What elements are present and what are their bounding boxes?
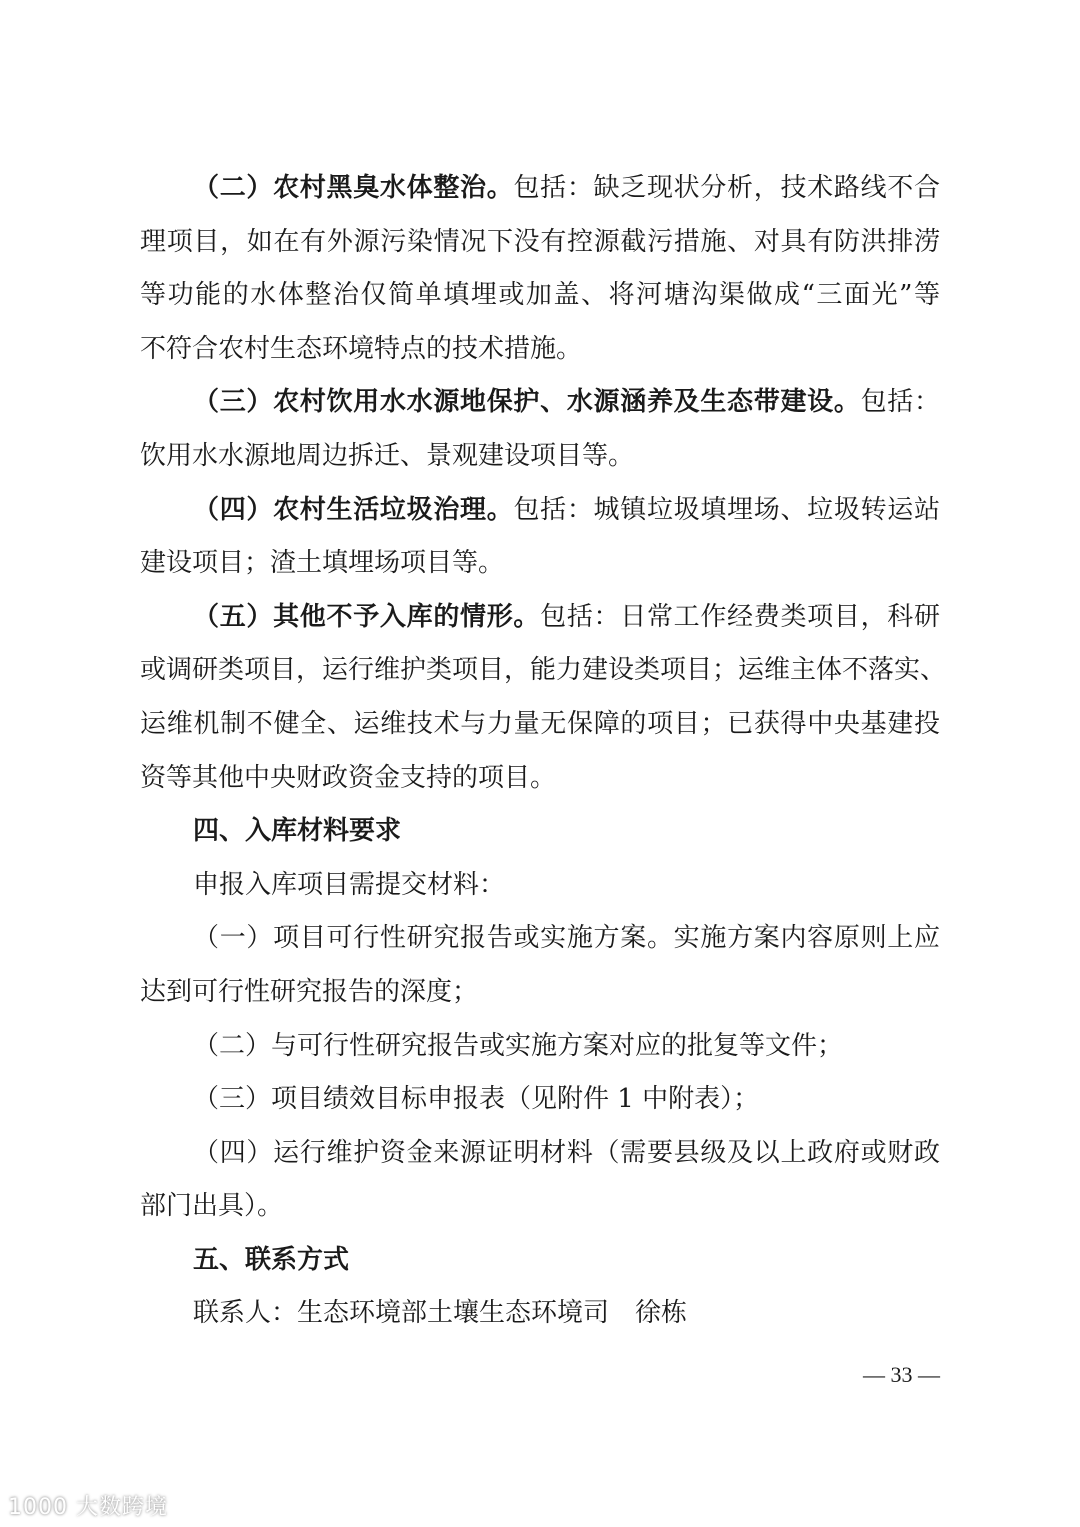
text-line bbox=[140, 756, 940, 810]
line-text: 不符合农村生态环境特点的技术措施。 bbox=[140, 333, 583, 364]
page-number: — 33 — bbox=[863, 1362, 940, 1387]
bold-heading: （二）农村黑臭水体整治。 bbox=[193, 173, 514, 203]
document-body bbox=[140, 166, 947, 1345]
line-text: 或调研类项目，运行维护类项目，能力建设类项目；运维主体不落实、 bbox=[140, 655, 947, 686]
text-line bbox=[140, 327, 940, 381]
text-line bbox=[140, 380, 940, 434]
text-line bbox=[140, 595, 940, 649]
line-text: （二）与可行性研究报告或实施方案对应的批复等文件； bbox=[193, 1030, 844, 1061]
line-text: 部门出具）。 bbox=[140, 1191, 284, 1222]
text-line bbox=[140, 220, 940, 274]
text-line bbox=[140, 1131, 940, 1185]
line-text: 包括：日常工作经费类项目，科研 bbox=[540, 601, 940, 632]
text-line bbox=[140, 1291, 940, 1345]
text-line bbox=[140, 1238, 940, 1292]
bold-heading: （四）农村生活垃圾治理。 bbox=[193, 494, 514, 525]
line-text: （三）项目绩效目标申报表（见附件 1 中附表）； bbox=[193, 1084, 760, 1115]
line-text: 建设项目；渣土填埋场项目等。 bbox=[140, 548, 505, 579]
line-text: 等功能的水体整治仅简单填埋或加盖、将河塘沟渠做成“三面光”等 bbox=[140, 280, 940, 311]
text-line bbox=[140, 863, 940, 917]
text-line bbox=[140, 648, 947, 702]
line-text: （四）运行维护资金来源证明材料（需要县级及以上政府或财政 bbox=[193, 1137, 940, 1168]
line-text: 包括： bbox=[860, 387, 940, 418]
text-line bbox=[140, 702, 940, 756]
line-text: 包括：城镇垃圾填埋场、垃圾转运站 bbox=[513, 494, 940, 525]
line-text: （一）项目可行性研究报告或实施方案。实施方案内容原则上应 bbox=[193, 923, 940, 954]
text-line bbox=[140, 541, 940, 595]
line-text: 饮用水水源地周边拆迁、景观建设项目等。 bbox=[140, 440, 635, 471]
line-text: 申报入库项目需提交材料： bbox=[193, 869, 506, 900]
bold-heading: 四、入库材料要求 bbox=[193, 816, 402, 847]
line-text: 达到可行性研究报告的深度； bbox=[140, 976, 479, 1007]
line-text: 联系人：生态环境部土壤生态环境司 徐栋 bbox=[193, 1298, 688, 1329]
text-line bbox=[140, 488, 940, 542]
text-line bbox=[140, 273, 940, 327]
watermark-logo: 1000 大数跨境 bbox=[8, 1495, 168, 1520]
text-line bbox=[140, 916, 940, 970]
line-text: 包括：缺乏现状分析，技术路线不合 bbox=[513, 173, 940, 203]
bold-heading: 五、联系方式 bbox=[193, 1244, 350, 1275]
text-line bbox=[140, 434, 940, 488]
text-line bbox=[140, 1077, 940, 1131]
text-line bbox=[140, 1024, 940, 1078]
text-line bbox=[140, 1184, 940, 1238]
line-text: 资等其他中央财政资金支持的项目。 bbox=[140, 762, 557, 793]
bold-heading: （三）农村饮用水水源地保护、水源涵养及生态带建设。 bbox=[193, 387, 861, 418]
bold-heading: （五）其他不予入库的情形。 bbox=[193, 601, 541, 632]
text-line bbox=[140, 809, 940, 863]
line-text: 运维机制不健全、运维技术与力量无保障的项目；已获得中央基建投 bbox=[140, 708, 940, 739]
text-line bbox=[140, 166, 940, 220]
line-text: 理项目，如在有外源污染情况下没有控源截污措施、对具有防洪排涝 bbox=[140, 226, 940, 257]
text-line bbox=[140, 970, 940, 1024]
